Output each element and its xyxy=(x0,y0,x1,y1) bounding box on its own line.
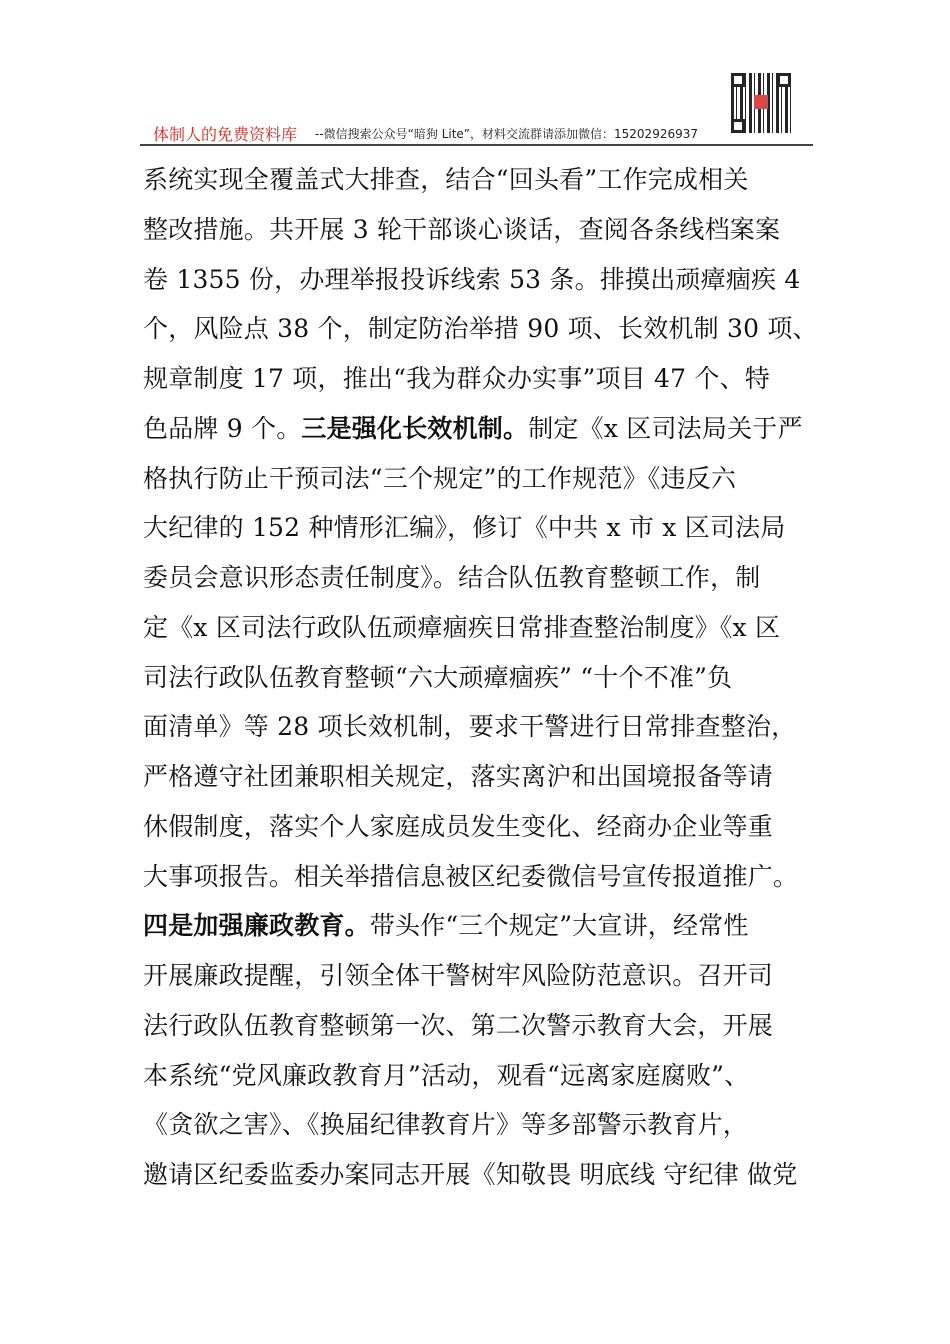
body-text: 带头作“三个规定”大宣讲，经常性 xyxy=(369,911,749,941)
text-line xyxy=(143,1150,813,1200)
body-text: 面清单》等 28 项长效机制，要求干警进行日常排查整治， xyxy=(143,712,797,742)
body-text: 大纪律的 152 种情形汇编》，修订《中共 x 市 x 区司法局 xyxy=(143,513,786,543)
text-line xyxy=(143,752,813,802)
text-line xyxy=(143,205,813,255)
text-line xyxy=(143,1051,813,1101)
body-text: 司法行政队伍教育整顿“六大顽瘴痼疾” “十个不准”负 xyxy=(143,662,733,692)
text-line xyxy=(143,454,813,504)
text-line xyxy=(143,603,813,653)
body-text: 规章制度 17 项，推出“我为群众办实事”项目 47 个、特 xyxy=(143,364,770,393)
text-line xyxy=(143,653,813,703)
text-line xyxy=(143,304,818,354)
header-divider xyxy=(140,144,813,146)
text-line xyxy=(143,354,813,404)
text-line xyxy=(143,951,813,1001)
body-text: 格执行防止干预司法“三个规定”的工作规范》《违反六 xyxy=(143,463,737,493)
bold-heading-text: 三是强化长效机制。 xyxy=(301,413,529,443)
body-text: 色品牌 9 个。 xyxy=(143,413,302,443)
body-text: 卷 1355 份，办理举报投诉线索 53 条。排摸出顽瘴痼疾 4 xyxy=(143,264,801,294)
body-text: 法行政队伍教育整顿第一次、第二次警示教育大会，开展 xyxy=(143,1010,774,1040)
text-line xyxy=(143,155,813,205)
body-text: 《贪欲之害》、《换届纪律教育片》等多部警示教育片， xyxy=(143,1110,749,1140)
body-text: 定《x 区司法行政队伍顽瘴痼疾日常排查整治制度》《x 区 xyxy=(143,612,781,642)
body-text: 委员会意识形态责任制度》。结合队伍教育整顿工作，制 xyxy=(143,563,761,592)
text-line xyxy=(143,1100,813,1150)
qr-code-icon xyxy=(731,73,791,133)
body-text: 开展廉政提醒，引领全体干警树牢风险防范意识。召开司 xyxy=(143,961,774,990)
text-line xyxy=(143,503,813,553)
text-line xyxy=(143,852,813,902)
brand-title: 体制人的免费资料库 xyxy=(153,125,298,144)
body-text: 本系统“党风廉政教育月”活动，观看“远离家庭腐败”、 xyxy=(143,1060,750,1090)
body-text: 整改措施。共开展 3 轮干部谈心谈话，查阅各条线档案案 xyxy=(143,214,781,244)
bold-heading-text: 四是加强廉政教育。 xyxy=(143,911,370,941)
text-line xyxy=(143,802,813,852)
text-line xyxy=(143,1001,813,1051)
text-line xyxy=(143,255,813,305)
text-line xyxy=(143,702,813,752)
header-subtitle: --微信搜索公众号“暗狗 Lite”，材料交流群请添加微信：15202926937 xyxy=(315,127,698,141)
text-line xyxy=(143,404,813,454)
page-header xyxy=(143,120,813,146)
body-text: 系统实现全覆盖式大排查，结合“回头看”工作完成相关 xyxy=(143,165,749,194)
body-text: 休假制度，落实个人家庭成员发生变化、经商办企业等重 xyxy=(143,811,774,841)
body-text: 大事项报告。相关举措信息被区纪委微信号宣传报道推广。 xyxy=(143,861,799,891)
body-text: 邀请区纪委监委办案同志开展《知敬畏 明底线 守纪律 做党 xyxy=(143,1160,798,1189)
text-line xyxy=(143,901,813,951)
body-text: 严格遵守社团兼职相关规定，落实离沪和出国境报备等请 xyxy=(143,762,774,791)
document-body xyxy=(143,155,818,1200)
body-text: 个，风险点 38 个，制定防治举措 90 项、长效机制 30 项、 xyxy=(143,314,818,344)
text-line xyxy=(143,553,813,603)
body-text: 制定《x 区司法局关于严 xyxy=(528,413,803,443)
